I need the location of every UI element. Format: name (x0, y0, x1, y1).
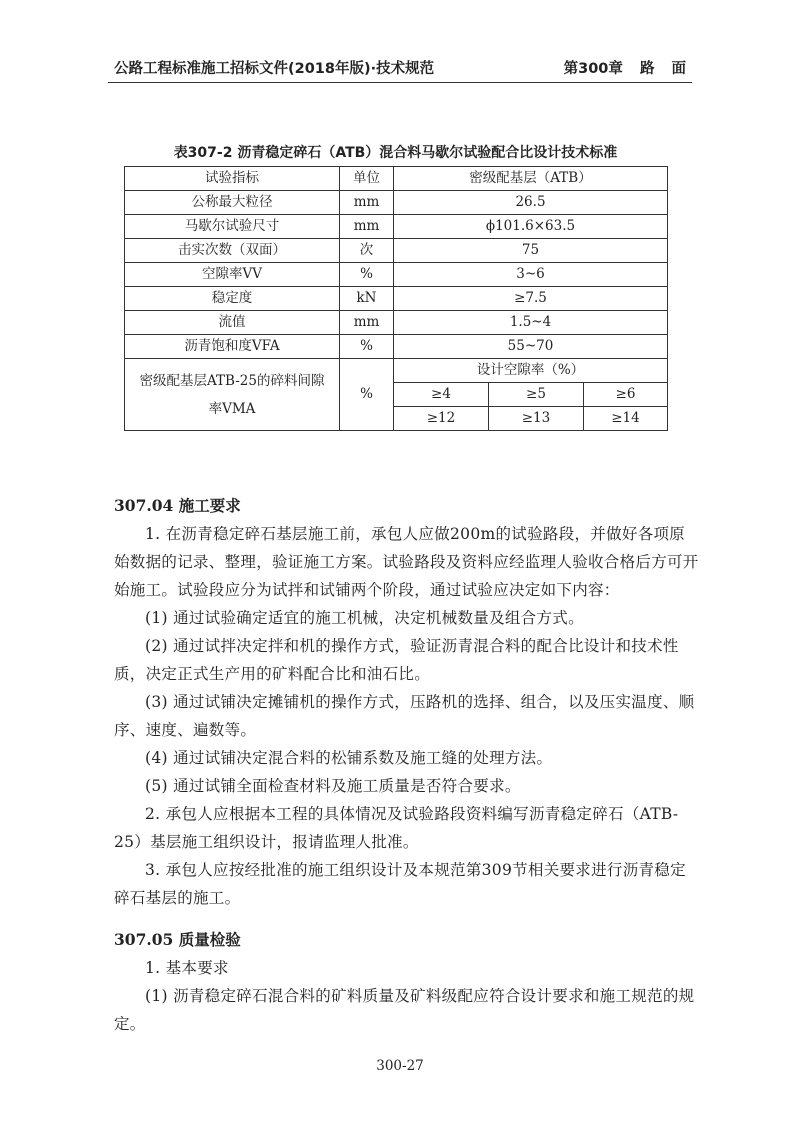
vma-cell: ≥13 (489, 407, 584, 431)
paragraph: 2. 承包人应根据本工程的具体情况及试验路段资料编写沥青稳定碎石（ATB-25）基层施工组织设计，报请监理人批准。 (114, 805, 679, 851)
row-param: 马歇尔试验尺寸 (125, 215, 340, 239)
vma-cell: ≥5 (489, 383, 584, 407)
paragraph: (3) 通过试铺决定摊铺机的操作方式，压路机的选择、组合，以及压实温度、顺序、速度、遍数等。 (114, 693, 695, 739)
header-document-title: 公路工程标准施工招标文件(2018年版)·技术规范 (114, 61, 435, 77)
paragraph: (1) 沥青稳定碎石混合料的矿料质量及矿料级配应符合设计要求和施工规范的规定。 (114, 987, 695, 1033)
col-header-param: 试验指标 (125, 167, 340, 191)
row-param: 空隙率VV (125, 263, 340, 287)
row-unit: mm (340, 215, 394, 239)
col-header-value: 密级配基层（ATB） (394, 167, 668, 191)
row-value: 26.5 (394, 191, 668, 215)
section-heading: 307.05 质量检验 (114, 930, 241, 949)
row-unit: 次 (340, 239, 394, 263)
row-unit: mm (340, 311, 394, 335)
running-header (108, 58, 692, 83)
table-caption: 表307-2 沥青稳定碎石（ATB）混合料马歇尔试验配合比设计技术标准 (173, 145, 618, 161)
row-param: 稳定度 (125, 287, 340, 311)
header-chapter: 第300章 路 面 (563, 61, 686, 77)
table-row (125, 239, 668, 263)
row-param: 公称最大粒径 (125, 191, 340, 215)
section-quality (114, 926, 700, 1038)
row-param: 沥青饱和度VFA (125, 335, 340, 359)
vma-param: 密级配基层ATB-25的碎料间隙率VMA (125, 359, 340, 431)
paragraph: (4) 通过试铺决定混合料的松铺系数及施工缝的处理方法。 (145, 749, 553, 767)
vma-cell: ≥4 (394, 383, 489, 407)
vma-subheader: 设计空隙率（%） (394, 359, 668, 383)
col-header-unit: 单位 (340, 167, 394, 191)
row-value: 75 (394, 239, 668, 263)
row-value: ϕ101.6×63.5 (394, 215, 668, 239)
table-row-vma (125, 359, 668, 383)
vma-cell: ≥12 (394, 407, 489, 431)
page-number: 300-27 (376, 1058, 424, 1074)
row-unit: mm (340, 191, 394, 215)
vma-cell: ≥6 (584, 383, 668, 407)
paragraph: (2) 通过试拌决定拌和机的操作方式，验证沥青混合料的配合比设计和技术性质，决定正式生产用的矿料配合比和油石比。 (114, 637, 679, 683)
row-param: 击实次数（双面） (125, 239, 340, 263)
table-row (125, 263, 668, 287)
row-value: 3~6 (394, 263, 668, 287)
row-value: ≥7.5 (394, 287, 668, 311)
spec-table (124, 166, 668, 431)
table-row (125, 191, 668, 215)
paragraph: 1. 基本要求 (145, 959, 229, 977)
vma-cell: ≥14 (584, 407, 668, 431)
table-row (125, 335, 668, 359)
vma-unit: % (340, 359, 394, 431)
row-unit: % (340, 263, 394, 287)
paragraph: (5) 通过试铺全面检查材料及施工质量是否符合要求。 (145, 777, 521, 795)
table-row (125, 287, 668, 311)
paragraph: 3. 承包人应按经批准的施工组织设计及本规范第309节相关要求进行沥青稳定碎石基层的施工。 (114, 861, 686, 907)
section-construction (114, 492, 700, 912)
row-param: 流值 (125, 311, 340, 335)
row-value: 55~70 (394, 335, 668, 359)
paragraph: (1) 通过试验确定适宜的施工机械，决定机械数量及组合方式。 (145, 609, 584, 627)
table-row (125, 311, 668, 335)
row-unit: kN (340, 287, 394, 311)
paragraph: 1. 在沥青稳定碎石基层施工前，承包人应做200m的试验路段，并做好各项原始数据的记录、整理，验证施工方案。试验路段及资料应经监理人验收合格后方可开始施工。试验段应分为试拌和试铺两个阶段，通过试验应决定如下内容： (114, 525, 699, 599)
row-unit: % (340, 335, 394, 359)
row-value: 1.5~4 (394, 311, 668, 335)
table-row (125, 215, 668, 239)
section-heading: 307.04 施工要求 (114, 496, 241, 515)
table-header-row (125, 167, 668, 191)
